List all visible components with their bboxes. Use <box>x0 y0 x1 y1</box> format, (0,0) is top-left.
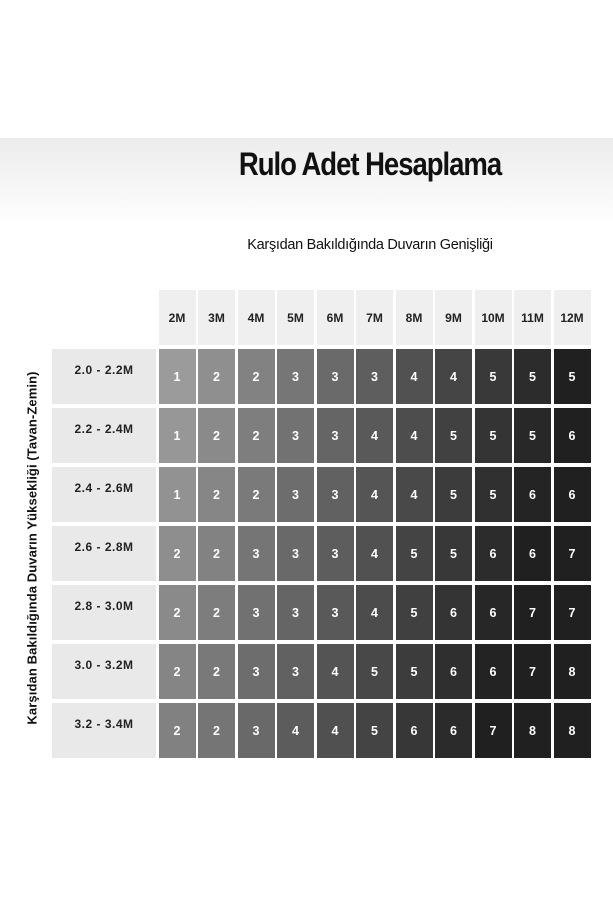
table-cell: 7 <box>554 585 591 640</box>
table-cell: 4 <box>356 467 393 522</box>
table-cell: 4 <box>277 703 314 758</box>
table-cell: 2 <box>198 408 235 463</box>
table-cell: 2 <box>159 644 196 699</box>
table-cell: 3 <box>317 467 354 522</box>
table-cell: 4 <box>396 408 433 463</box>
row-header: 3.0 - 3.2M <box>52 644 156 699</box>
table-cell: 3 <box>317 349 354 404</box>
table-cell: 8 <box>554 703 591 758</box>
table-cell: 3 <box>277 644 314 699</box>
table-cell: 4 <box>356 408 393 463</box>
table-cell: 6 <box>435 703 472 758</box>
table-cell: 3 <box>238 585 275 640</box>
table-cell: 3 <box>317 585 354 640</box>
table-cell: 5 <box>435 408 472 463</box>
table-cell: 3 <box>238 526 275 581</box>
row-header: 2.0 - 2.2M <box>52 349 156 404</box>
table-cell: 5 <box>396 644 433 699</box>
table-cell: 1 <box>159 467 196 522</box>
column-header: 9M <box>435 290 472 345</box>
width-axis-label: Karşıdan Bakıldığında Duvarın Genişliği <box>247 237 493 253</box>
table-cell: 3 <box>238 703 275 758</box>
table-cell: 7 <box>514 585 551 640</box>
column-header: 2M <box>159 290 196 345</box>
column-header: 3M <box>198 290 235 345</box>
column-header: 5M <box>277 290 314 345</box>
table-cell: 2 <box>159 703 196 758</box>
table-cell: 5 <box>475 349 512 404</box>
table-cell: 6 <box>554 408 591 463</box>
roll-count-table <box>52 290 591 758</box>
column-header: 4M <box>238 290 275 345</box>
column-header: 10M <box>475 290 512 345</box>
table-cell: 5 <box>475 467 512 522</box>
table-cell: 5 <box>356 644 393 699</box>
table-cell: 3 <box>277 585 314 640</box>
table-cell: 5 <box>514 349 551 404</box>
table-cell: 6 <box>514 467 551 522</box>
table-cell: 6 <box>554 467 591 522</box>
table-cell: 6 <box>475 526 512 581</box>
table-corner <box>52 290 156 345</box>
table-cell: 3 <box>238 644 275 699</box>
column-header: 8M <box>396 290 433 345</box>
table-cell: 3 <box>277 526 314 581</box>
table-cell: 4 <box>435 349 472 404</box>
table-cell: 2 <box>238 349 275 404</box>
row-header: 2.2 - 2.4M <box>52 408 156 463</box>
table-cell: 5 <box>396 526 433 581</box>
column-header: 7M <box>356 290 393 345</box>
table-cell: 2 <box>159 585 196 640</box>
table-cell: 5 <box>475 408 512 463</box>
row-header: 2.6 - 2.8M <box>52 526 156 581</box>
table-cell: 6 <box>435 644 472 699</box>
table-cell: 6 <box>514 526 551 581</box>
table-cell: 6 <box>475 585 512 640</box>
table-cell: 7 <box>514 644 551 699</box>
table-cell: 4 <box>396 349 433 404</box>
table-cell: 5 <box>356 703 393 758</box>
table-cell: 3 <box>356 349 393 404</box>
table-cell: 2 <box>198 467 235 522</box>
row-header: 2.4 - 2.6M <box>52 467 156 522</box>
table-cell: 5 <box>435 467 472 522</box>
table-cell: 2 <box>198 526 235 581</box>
table-cell: 3 <box>277 467 314 522</box>
table-cell: 2 <box>198 644 235 699</box>
table-cell: 5 <box>396 585 433 640</box>
column-header: 11M <box>514 290 551 345</box>
row-header: 2.8 - 3.0M <box>52 585 156 640</box>
table-cell: 1 <box>159 408 196 463</box>
table-cell: 3 <box>317 408 354 463</box>
table-cell: 5 <box>435 526 472 581</box>
table-cell: 8 <box>554 644 591 699</box>
column-header: 6M <box>317 290 354 345</box>
table-cell: 3 <box>317 526 354 581</box>
table-cell: 2 <box>198 703 235 758</box>
table-cell: 3 <box>277 349 314 404</box>
table-cell: 3 <box>277 408 314 463</box>
table-cell: 5 <box>514 408 551 463</box>
table-cell: 5 <box>554 349 591 404</box>
table-cell: 6 <box>396 703 433 758</box>
row-header: 3.2 - 3.4M <box>52 703 156 758</box>
table-cell: 2 <box>238 467 275 522</box>
table-cell: 7 <box>475 703 512 758</box>
table-cell: 8 <box>514 703 551 758</box>
table-cell: 4 <box>396 467 433 522</box>
height-axis-label: Karşıdan Bakıldığında Duvarın Yüksekliği (Tavan-Zemin) <box>24 371 40 725</box>
table-cell: 2 <box>198 585 235 640</box>
table-cell: 4 <box>317 703 354 758</box>
table-cell: 4 <box>356 585 393 640</box>
table-cell: 1 <box>159 349 196 404</box>
table-cell: 2 <box>238 408 275 463</box>
column-header: 12M <box>554 290 591 345</box>
table-cell: 4 <box>317 644 354 699</box>
table-cell: 6 <box>435 585 472 640</box>
table-cell: 2 <box>198 349 235 404</box>
table-cell: 2 <box>159 526 196 581</box>
table-cell: 7 <box>554 526 591 581</box>
table-cell: 6 <box>475 644 512 699</box>
page-title: Rulo Adet Hesaplama <box>238 146 502 182</box>
table-cell: 4 <box>356 526 393 581</box>
